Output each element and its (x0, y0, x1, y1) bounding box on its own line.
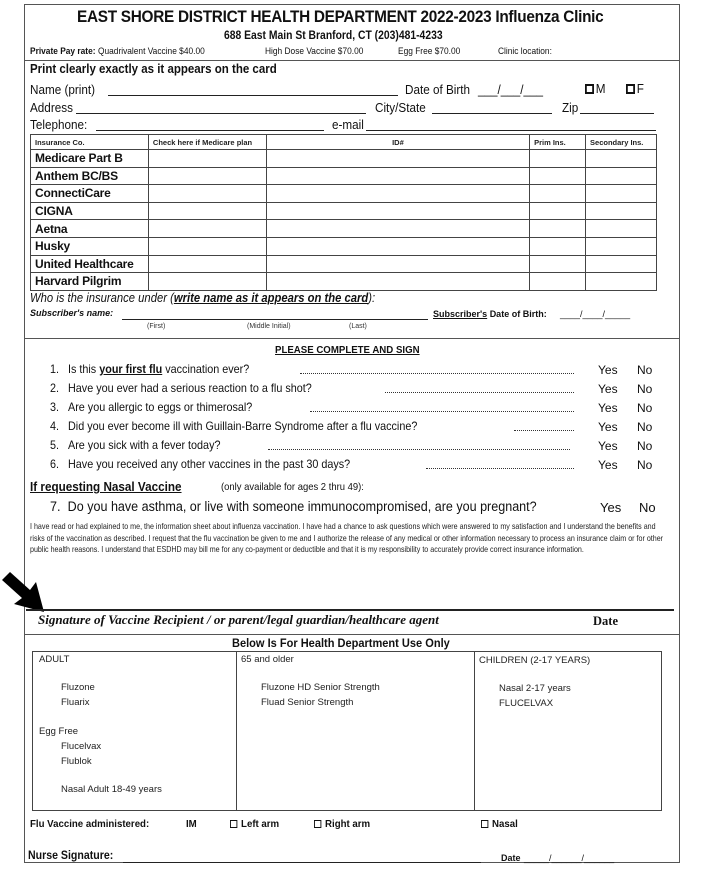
right-arm-option[interactable] (314, 818, 370, 830)
insurance-name: CIGNA (31, 202, 149, 220)
medicare-check-cell[interactable] (148, 202, 266, 220)
question-6 (50, 457, 350, 471)
secondary-ins-cell[interactable] (586, 202, 657, 220)
city-state-input[interactable] (432, 113, 552, 114)
insurance-name: Husky (31, 237, 149, 255)
left-arm-option[interactable] (230, 818, 279, 830)
dob-input[interactable]: ___/___/___ (478, 82, 544, 97)
table-row (31, 273, 657, 291)
question-text-end: vaccination ever? (162, 362, 250, 376)
left-arm-checkbox[interactable] (230, 820, 237, 828)
question-number: 7. (50, 499, 61, 514)
q1-yes[interactable]: Yes (598, 363, 618, 377)
question-1 (50, 362, 249, 376)
print-clearly-heading: Print clearly exactly as it appears on the card (30, 62, 277, 76)
medicare-check-cell[interactable] (148, 167, 266, 185)
question-2 (50, 381, 312, 395)
q7-no[interactable]: No (639, 500, 656, 515)
city-state-label: City/State (375, 100, 426, 115)
subscriber-underlined: Subscriber's (433, 309, 488, 319)
nasal-option[interactable] (481, 818, 518, 830)
leader-dots (385, 392, 574, 393)
consent-statement: I have read or had explained to me, the information sheet about influenza vaccination. I have had a chance to ask questions which were answered to my satisfaction and I understand the benefits and risks of the vaccination as described. I request that the flu vaccination be given to me and I authorize the release of any medical or other information necessary to process an insurance claim or for other public health reasons. I understand that ESDHD may bill me for any co-payment or deductible and that it is my responsibility to accurately provide correct insurance information. (30, 522, 664, 554)
question-3 (50, 400, 252, 414)
table-row (31, 150, 657, 168)
question-emphasis: your first flu (99, 362, 163, 376)
table-row (31, 255, 657, 273)
form-title: EAST SHORE DISTRICT HEALTH DEPARTMENT 2022-2023 Influenza Clinic (77, 8, 604, 26)
subscriber-name-label: Subscriber's name: (30, 308, 114, 318)
q4-no[interactable]: No (637, 420, 653, 434)
secondary-ins-cell[interactable] (586, 255, 657, 273)
sex-f-checkbox[interactable] (626, 84, 635, 94)
q4-yes[interactable]: Yes (598, 420, 618, 434)
question-prefix: Who is the insurance under ( (30, 291, 174, 305)
table-row (31, 185, 657, 203)
prim-ins-cell[interactable] (530, 150, 586, 168)
question-5 (50, 438, 220, 452)
vaccine-option-flublok[interactable]: Flublok (61, 756, 92, 767)
id-cell[interactable] (266, 237, 529, 255)
medicare-check-cell[interactable] (148, 273, 266, 291)
zip-input[interactable] (580, 113, 654, 114)
telephone-input[interactable] (96, 130, 324, 131)
telephone-label: Telephone: (30, 117, 88, 132)
vaccine-option-flucelvax-child[interactable]: FLUCELVAX (499, 698, 554, 709)
divider (24, 338, 680, 339)
senior-label: 65 and older (241, 654, 294, 665)
question-number: 6. (50, 457, 60, 471)
leader-dots (310, 411, 574, 412)
nurse-date-input[interactable]: _____/______/______ (524, 853, 615, 863)
egg-free-label: Egg Free (39, 726, 79, 737)
vaccine-option-nasal-child[interactable]: Nasal 2-17 years (499, 683, 571, 694)
nurse-signature-input[interactable] (123, 862, 481, 863)
sex-m-checkbox[interactable] (585, 84, 594, 94)
nasal-vaccine-heading: If requesting Nasal Vaccine (30, 479, 182, 494)
vaccine-option-fluzone-hd[interactable]: Fluzone HD Senior Strength (261, 682, 380, 693)
q2-yes[interactable]: Yes (598, 382, 618, 396)
secondary-ins-cell[interactable] (586, 220, 657, 238)
rate-quadrivalent: Quadrivalent Vaccine $40.00 (98, 46, 205, 57)
question-number: 1. (50, 362, 60, 376)
q3-yes[interactable]: Yes (598, 401, 618, 415)
q1-no[interactable]: No (637, 363, 653, 377)
id-cell[interactable] (266, 202, 529, 220)
table-row (31, 220, 657, 238)
q6-no[interactable]: No (637, 458, 653, 472)
address-input[interactable] (76, 113, 366, 114)
col-prim-ins: Prim Ins. (530, 135, 586, 150)
department-use-table (32, 651, 662, 811)
secondary-ins-cell[interactable] (586, 150, 657, 168)
insurance-name: ConnectiCare (31, 185, 149, 203)
nurse-date-label: Date (501, 853, 521, 863)
right-arm-checkbox[interactable] (314, 820, 321, 828)
clinic-location-label: Clinic location: (498, 46, 552, 57)
nasal-checkbox[interactable] (481, 820, 488, 828)
q3-no[interactable]: No (637, 401, 653, 415)
leader-dots (426, 468, 574, 469)
middle-initial-hint: (Middle Initial) (247, 323, 291, 330)
question-number: 5. (50, 438, 60, 452)
question-text: Did you ever become ill with Guillain-Barre Syndrome after a flu vaccine? (68, 419, 418, 433)
divider (24, 60, 680, 61)
table-row (31, 237, 657, 255)
question-text: Have you ever had a serious reaction to a flu shot? (68, 381, 312, 395)
prim-ins-cell[interactable] (530, 202, 586, 220)
right-arm-label: Right arm (325, 818, 371, 830)
secondary-ins-cell[interactable] (586, 237, 657, 255)
administered-label: Flu Vaccine administered: (30, 818, 150, 830)
rate-egg-free: Egg Free $70.00 (398, 46, 461, 57)
senior-column (236, 652, 474, 810)
signature-line[interactable] (26, 609, 674, 611)
q6-yes[interactable]: Yes (598, 458, 618, 472)
secondary-ins-cell[interactable] (586, 185, 657, 203)
table-row (31, 202, 657, 220)
clinic-location-field[interactable] (570, 46, 658, 58)
sex-f-option[interactable] (626, 81, 644, 96)
signature-date-label: Date (593, 614, 618, 628)
insurance-table-header (31, 135, 657, 150)
nasal-age-note: (only available for ages 2 thru 49): (221, 481, 364, 493)
col-id: ID# (266, 135, 529, 150)
prim-ins-cell[interactable] (530, 273, 586, 291)
id-cell[interactable] (266, 167, 529, 185)
medicare-check-cell[interactable] (148, 150, 266, 168)
insurance-name: United Healthcare (31, 255, 149, 273)
vaccine-option-flucelvax[interactable]: Flucelvax (61, 741, 102, 752)
insurance-table (30, 134, 657, 291)
divider (24, 634, 680, 635)
adult-column (33, 652, 236, 810)
dob-label: Date of Birth (405, 82, 471, 97)
insurance-name: Medicare Part B (31, 150, 149, 168)
adult-label: ADULT (39, 654, 70, 665)
vaccine-option-fluad[interactable]: Fluad Senior Strength (261, 697, 354, 708)
prim-ins-cell[interactable] (530, 237, 586, 255)
question-text: Do you have asthma, or live with someone immunocompromised, are you pregnant? (67, 499, 537, 514)
email-input[interactable] (366, 130, 656, 131)
col-secondary-ins: Secondary Ins. (586, 135, 657, 150)
secondary-ins-cell[interactable] (586, 167, 657, 185)
q5-no[interactable]: No (637, 439, 653, 453)
question-4 (50, 419, 417, 433)
question-emphasis: write name as it appears on the card (173, 291, 369, 305)
prim-ins-cell[interactable] (530, 185, 586, 203)
question-suffix: ): (368, 291, 376, 305)
private-pay-rate-label (30, 46, 96, 57)
q7-yes[interactable]: Yes (600, 500, 622, 515)
vaccine-option-fluarix[interactable]: Fluarix (61, 697, 90, 708)
sex-f-label: F (636, 81, 644, 96)
nurse-signature-label: Nurse Signature: (28, 850, 114, 862)
table-row (31, 167, 657, 185)
prim-ins-cell[interactable] (530, 220, 586, 238)
nasal-label: Nasal (492, 818, 518, 830)
address-label: Address (30, 100, 73, 115)
department-use-heading: Below Is For Health Department Use Only (232, 636, 450, 650)
vaccine-option-nasal-adult[interactable]: Nasal Adult 18-49 years (61, 784, 162, 795)
question-number: 4. (50, 419, 60, 433)
im-label: IM (186, 818, 197, 830)
q2-no[interactable]: No (637, 382, 653, 396)
question-text: Have you received any other vaccines in the past 30 days? (68, 457, 351, 471)
rate-high-dose: High Dose Vaccine $70.00 (265, 46, 364, 57)
medicare-check-cell[interactable] (148, 255, 266, 273)
last-name-hint: (Last) (349, 323, 367, 330)
dob-text: Date of Birth: (489, 309, 547, 319)
first-name-hint: (First) (147, 323, 166, 330)
name-label: Name (print) (30, 82, 96, 97)
col-insurance-co: Insurance Co. (31, 135, 149, 150)
question-text: Are you sick with a fever today? (68, 438, 221, 452)
insurance-holder-question (30, 291, 375, 305)
insurance-name: Aetna (31, 220, 149, 238)
left-arm-label: Left arm (241, 818, 280, 830)
question-text: Are you allergic to eggs or thimerosal? (68, 400, 253, 414)
medicare-check-cell[interactable] (148, 220, 266, 238)
prim-ins-cell[interactable] (530, 167, 586, 185)
medicare-check-cell[interactable] (148, 185, 266, 203)
rate-label: Private Pay rate: (30, 46, 96, 57)
sex-m-option[interactable] (585, 81, 606, 96)
id-cell[interactable] (266, 220, 529, 238)
children-label: CHILDREN (2-17 YEARS) (479, 655, 591, 666)
medicare-check-cell[interactable] (148, 237, 266, 255)
children-column (474, 652, 662, 810)
prim-ins-cell[interactable] (530, 255, 586, 273)
complete-and-sign-heading: PLEASE COMPLETE AND SIGN (275, 344, 420, 356)
subscriber-name-input[interactable] (122, 319, 428, 320)
col-medicare-check: Check here if Medicare plan (148, 135, 266, 150)
insurance-name: Harvard Pilgrim (31, 273, 149, 291)
name-input[interactable] (108, 95, 398, 96)
arrow-pointer-icon (0, 570, 48, 614)
subscriber-dob-input[interactable]: ____/____/_____ (560, 309, 631, 319)
insurance-name: Anthem BC/BS (31, 167, 149, 185)
zip-label: Zip (562, 100, 579, 115)
question-number: 3. (50, 400, 60, 414)
secondary-ins-cell[interactable] (586, 273, 657, 291)
id-cell[interactable] (266, 185, 529, 203)
clinic-address: 688 East Main St Branford, CT (203)481-4233 (224, 30, 443, 42)
question-number: 2. (50, 381, 60, 395)
leader-dots (514, 430, 574, 431)
subscriber-dob-label (433, 309, 547, 319)
vaccine-option-fluzone[interactable]: Fluzone (61, 682, 95, 693)
signature-label: Signature of Vaccine Recipient / or parent/legal guardian/healthcare agent (38, 612, 439, 627)
question-7 (50, 499, 537, 514)
leader-dots (300, 373, 574, 374)
sex-m-label: M (595, 81, 606, 96)
id-cell[interactable] (266, 150, 529, 168)
q5-yes[interactable]: Yes (598, 439, 618, 453)
leader-dots (268, 449, 570, 450)
email-label: e-mail (332, 117, 364, 132)
question-text: Is this (68, 362, 100, 376)
id-cell[interactable] (266, 273, 529, 291)
id-cell[interactable] (266, 255, 529, 273)
